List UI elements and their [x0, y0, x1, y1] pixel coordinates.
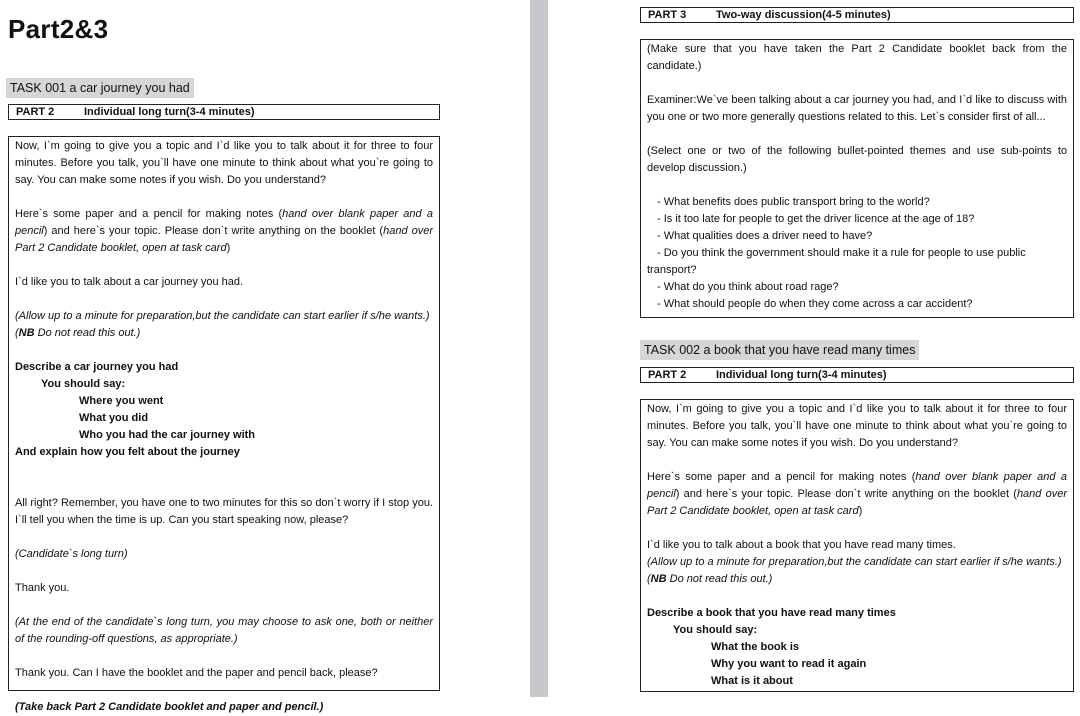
- booklet-back-line: Thank you. Can I have the booklet and the paper and pencil back, please?: [15, 667, 378, 679]
- right-page: [548, 0, 1080, 697]
- part2-header-box: [640, 367, 1074, 383]
- question-item: - What qualities does a driver need to have?: [657, 230, 873, 242]
- select-note: (Select one or two of the following bullet-pointed themes and use sub-points to develop discussion.): [647, 145, 1067, 174]
- describe-prompt: Describe a book that you have read many times: [647, 607, 896, 619]
- part-label: PART 2: [16, 106, 55, 118]
- page-title: Part2&3: [8, 14, 109, 44]
- question-item: - What should people do when they come across a car accident?: [657, 298, 973, 310]
- part3-header-box: [640, 7, 1074, 23]
- part-title: Individual long turn(3-4 minutes): [84, 106, 255, 118]
- part2-header-box: [8, 104, 440, 120]
- question-item: - What benefits does public transport bring to the world?: [657, 196, 930, 208]
- question-item: - Do you think the government should make it a rule for people to use public: [657, 247, 1026, 259]
- part3-content-box: [640, 39, 1074, 318]
- part2-content-box: [8, 136, 440, 713]
- nb-note: (NB Do not read this out.): [647, 573, 773, 585]
- should-say-label: You should say:: [41, 378, 126, 390]
- task-001-heading: TASK 001 a car journey you had: [6, 78, 194, 98]
- part-label: PART 3: [648, 9, 687, 21]
- question-item: - What do you think about road rage?: [657, 281, 839, 293]
- left-page: [0, 0, 530, 713]
- cue-point: What the book is: [711, 641, 799, 653]
- task-002-heading: TASK 002 a book that you have read many times: [640, 340, 919, 360]
- should-say-label: You should say:: [673, 624, 758, 636]
- part-title: Two-way discussion(4-5 minutes): [716, 9, 891, 21]
- cue-point: Where you went: [79, 395, 164, 407]
- describe-prompt: Describe a car journey you had: [15, 361, 179, 373]
- cue-point: What you did: [79, 412, 149, 424]
- preparation-note: (Allow up to a minute for preparation,but the candidate can start earlier if s/he wants.): [647, 556, 1062, 568]
- cue-point: Why you want to read it again: [711, 658, 867, 670]
- nb-note: (NB Do not read this out.): [15, 327, 141, 339]
- examiner-line: Examiner:We`ve been talking about a car journey you had, and I`d like to discuss with you one or two more generally questions related to this. Let`s consider first of all...: [647, 94, 1067, 123]
- take-back-note: (Take back Part 2 Candidate booklet and paper and pencil.): [15, 701, 324, 713]
- question-item: - Is it too late for people to get the driver licence at the age of 18?: [657, 213, 975, 225]
- paper-instruction: Here`s some paper and a pencil for making notes (hand over blank paper and a pencil) and here`s your topic. Please don`t write anything on the booklet (hand over Part 2 Candidate booklet, open at task card): [647, 471, 1067, 517]
- topic-line: I`d like you to talk about a book that you have read many times.: [647, 539, 956, 551]
- part-label: PART 2: [648, 369, 687, 381]
- intro-paragraph: Now, I`m going to give you a topic and I`d like you to talk about it for three to four minutes. Before you talk, you`ll have one minute to think about what you`re going to say. You can make some notes if you wish. Do you understand?: [15, 140, 433, 186]
- topic-line: I`d like you to talk about a car journey you had.: [15, 276, 244, 288]
- make-sure-note: (Make sure that you have taken the Part 2 Candidate booklet back from the candidate.): [647, 43, 1067, 72]
- intro-paragraph: Now, I`m going to give you a topic and I`d like you to talk about it for three to four minutes. Before you talk, you`ll have one minute to think about what you`re going to say. You can make some notes if you wish. Do you understand?: [647, 403, 1067, 449]
- long-turn-note: (Candidate`s long turn): [15, 548, 128, 560]
- cue-point: Who you had the car journey with: [79, 429, 256, 441]
- preparation-note: (Allow up to a minute for preparation,but the candidate can start earlier if s/he wants.): [15, 310, 430, 322]
- end-note: (At the end of the candidate`s long turn, you may choose to ask one, both or neither of the rounding-off questions, as appropriate.): [15, 616, 433, 645]
- alright-paragraph: All right? Remember, you have one to two minutes for this so don`t worry if I stop you. I`ll tell you when the time is up. Can you start speaking now, please?: [15, 497, 433, 526]
- explain-prompt: And explain how you felt about the journey: [15, 446, 240, 458]
- paper-instruction: Here`s some paper and a pencil for making notes (hand over blank paper and a pencil) and here`s your topic. Please don`t write anything on the booklet (hand over Part 2 Candidate booklet, open at task card): [15, 208, 434, 254]
- cue-point: What is it about: [711, 675, 793, 687]
- page-gutter: [530, 0, 548, 697]
- question-item-continued: transport?: [647, 264, 697, 276]
- thank-you-line: Thank you.: [15, 582, 70, 594]
- part2-content-box-task2: [640, 399, 1074, 692]
- part-title: Individual long turn(3-4 minutes): [716, 369, 887, 381]
